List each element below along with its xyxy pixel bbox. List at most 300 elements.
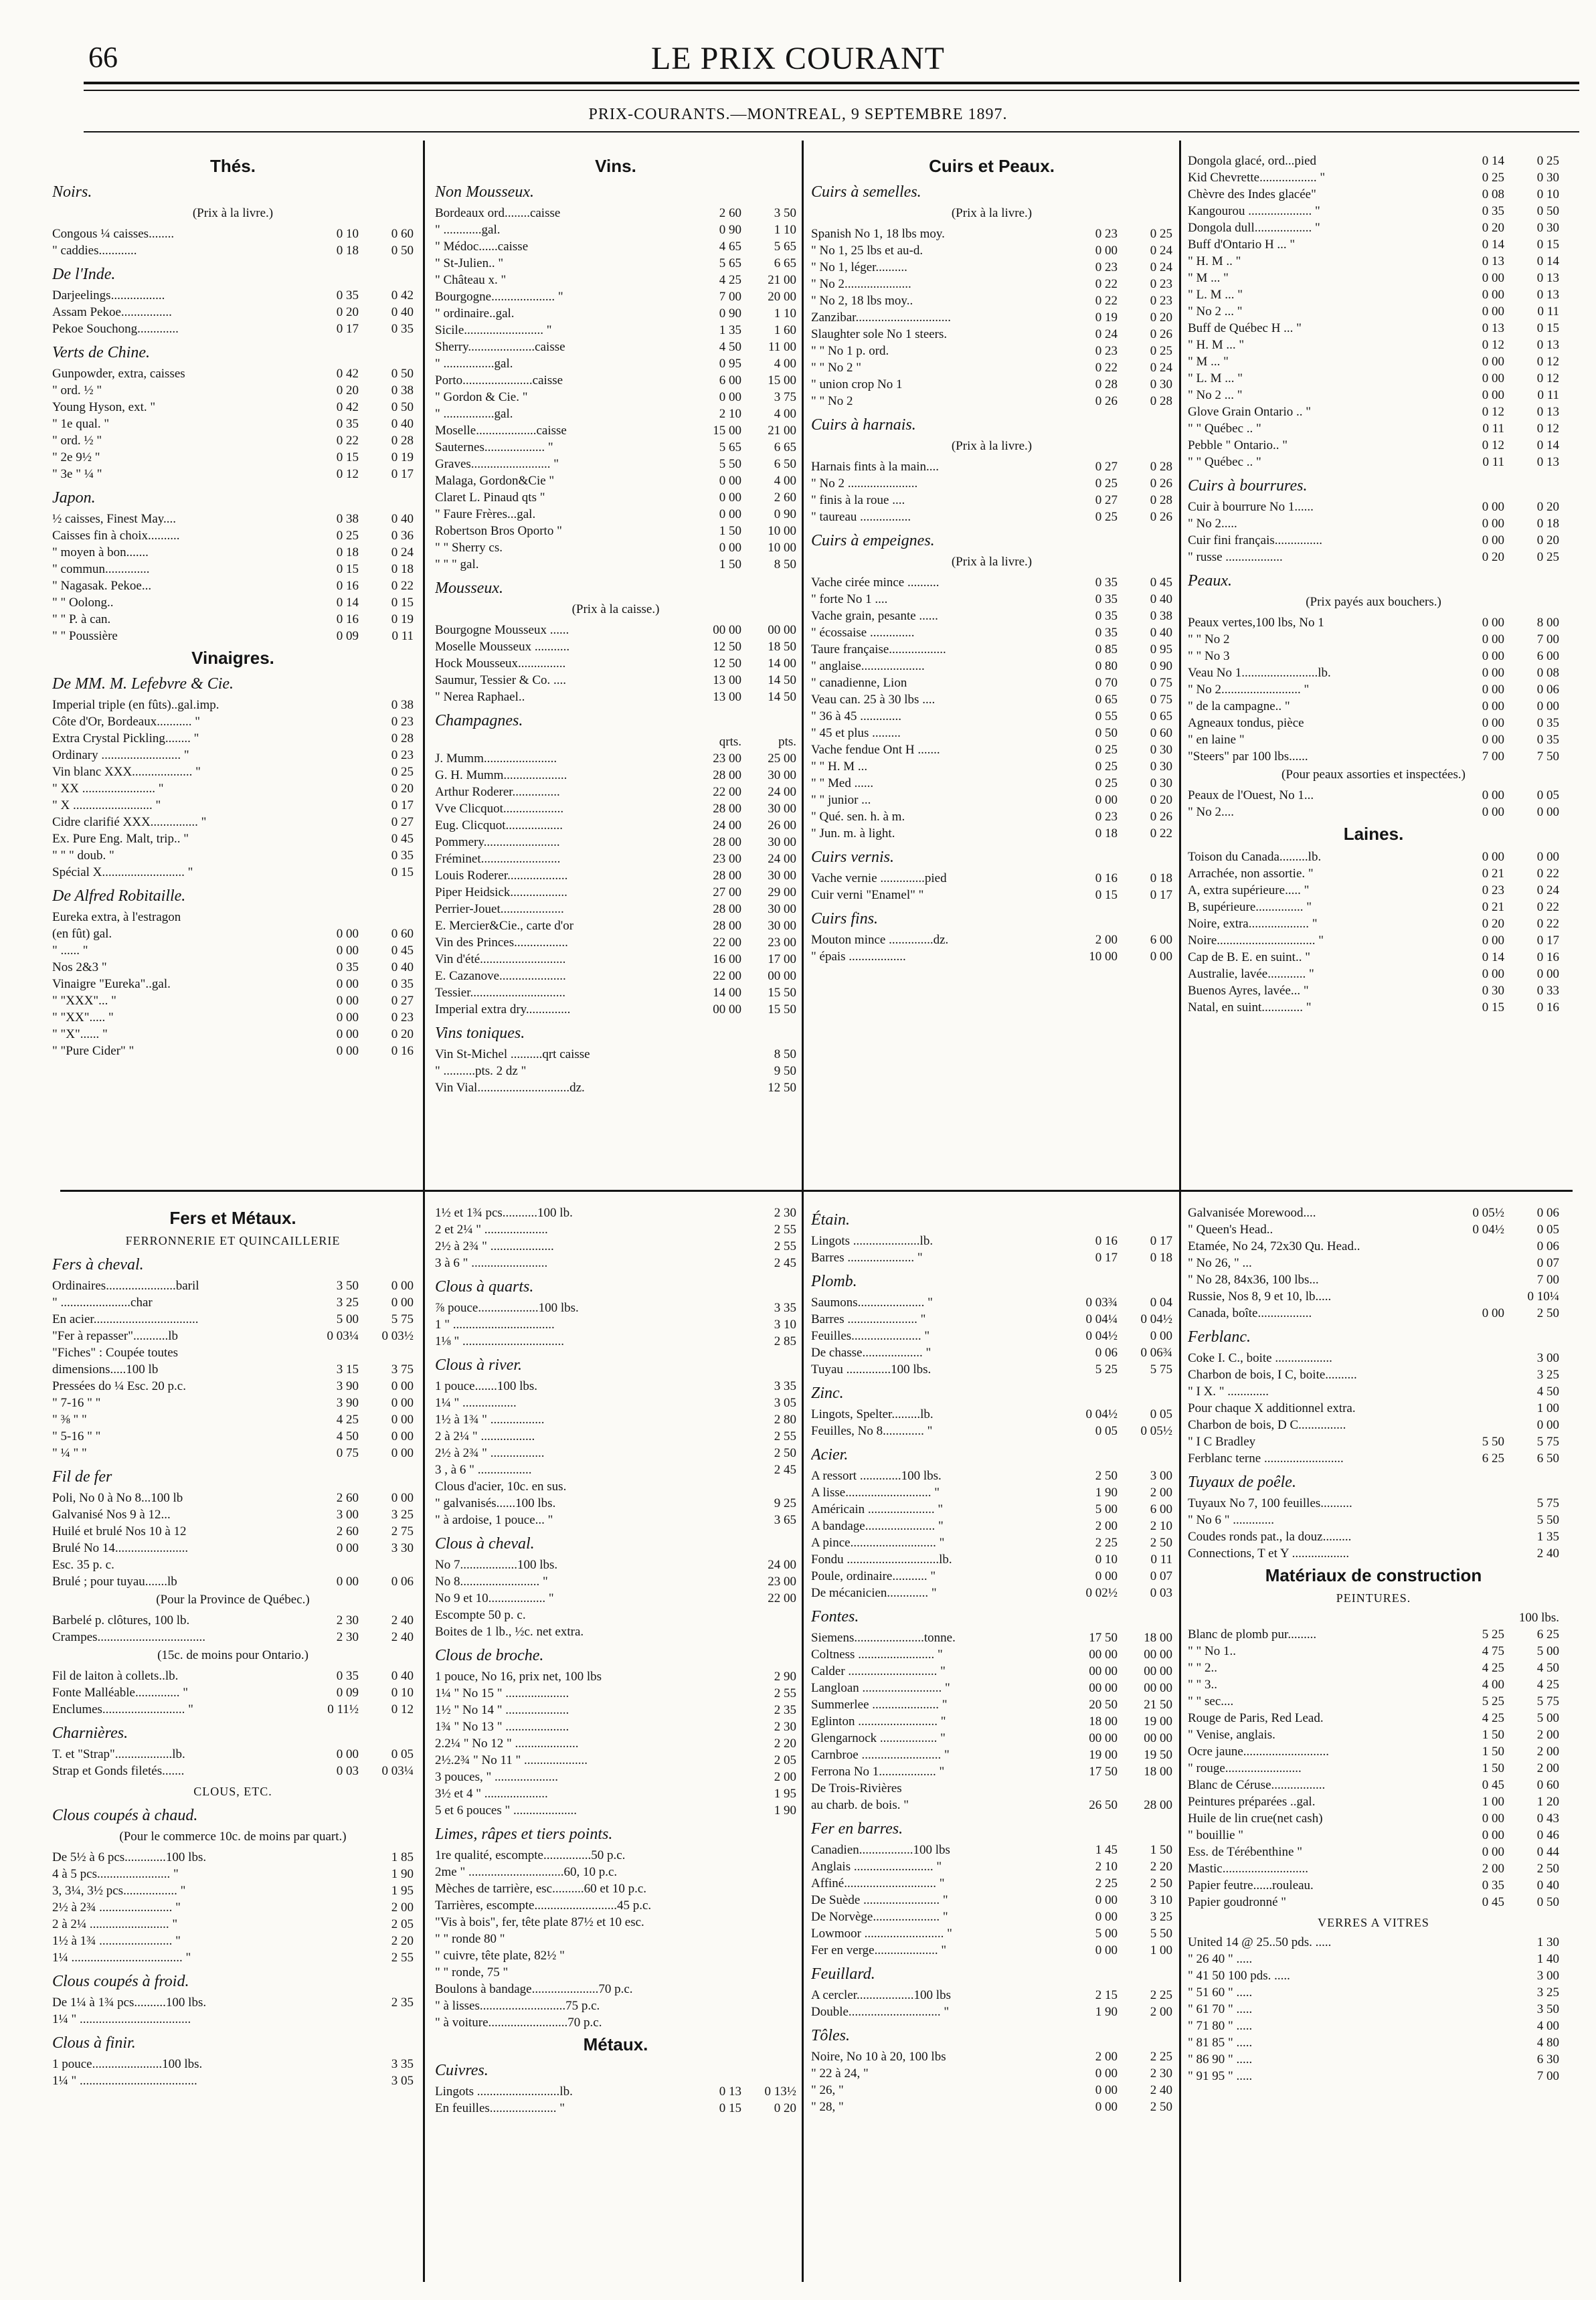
price-row xyxy=(52,382,414,399)
price-row xyxy=(811,1696,1172,1713)
price-high: 0 20 xyxy=(1536,533,1559,547)
price-high: 2 00 xyxy=(1536,1761,1559,1775)
price-low: 9 25 xyxy=(774,1496,796,1510)
price-low: 19 00 xyxy=(1089,1748,1118,1762)
price-high: 0 50 xyxy=(1536,1895,1559,1909)
price-low: 0 00 xyxy=(1095,2083,1118,2097)
price-row xyxy=(1188,1255,1559,1271)
price-low: 0 00 xyxy=(1482,1306,1504,1320)
price-high: 0 10 xyxy=(391,1686,414,1700)
item-label: " 26, " xyxy=(811,2083,844,2097)
item-label: Glengarnock .................. " xyxy=(811,1731,946,1745)
price-row xyxy=(1188,437,1559,454)
item-label: Summerlee ..................... " xyxy=(811,1698,948,1712)
item-label: " No 26, " ... xyxy=(1188,1256,1252,1270)
price-row xyxy=(52,847,414,864)
price-row xyxy=(811,1294,1172,1311)
price-low: 0 11½ xyxy=(327,1702,359,1716)
price-high: 17 00 xyxy=(768,952,796,966)
item-label: Taure française.................. xyxy=(811,642,946,656)
subheading-mousseux: Mousseux. xyxy=(435,580,503,597)
price-row xyxy=(52,466,414,482)
item-label: Charbon de bois, D C............... xyxy=(1188,1418,1346,1432)
price-row xyxy=(52,1916,414,1933)
price-low: 0 06 xyxy=(1536,1239,1559,1253)
price-row xyxy=(52,611,414,628)
price-row xyxy=(435,934,796,951)
item-label: 2½ à 2¾ " .................... xyxy=(435,1239,554,1253)
price-row xyxy=(1188,1643,1559,1660)
price-high: 0 35 xyxy=(1536,733,1559,747)
price-high: 0 40 xyxy=(391,512,414,526)
price-row xyxy=(52,432,414,449)
item-label: " " Oolong.. xyxy=(52,596,114,610)
price-low: 100 lbs. xyxy=(1518,1611,1559,1625)
item-label: Arrachée, non assortie. " xyxy=(1188,867,1314,881)
price-high: 0 50 xyxy=(391,400,414,414)
price-low: 0 30 xyxy=(1482,984,1504,998)
price-low: 0 35 xyxy=(1095,609,1118,623)
item-label: E. Cazanove..................... xyxy=(435,969,566,983)
price-row xyxy=(811,1780,1172,1797)
price-row xyxy=(435,867,796,884)
price-row xyxy=(52,594,414,611)
price-row xyxy=(1188,932,1559,949)
price-low: 0 00 xyxy=(1482,934,1504,948)
price-low: 0 14 xyxy=(1482,154,1504,168)
price-low: 1 85 xyxy=(391,1850,414,1864)
price-high: 0 35 xyxy=(1536,716,1559,730)
price-low: 0 00 xyxy=(1482,371,1504,385)
price-row xyxy=(1188,665,1559,681)
price-low: 0 12 xyxy=(336,467,359,481)
price-row xyxy=(52,959,414,976)
price-row xyxy=(811,574,1172,591)
price-low: 0 10 xyxy=(336,227,359,241)
item-label: " 71 80 " ..... xyxy=(1188,2019,1253,2033)
price-row xyxy=(811,2099,1172,2115)
price-row xyxy=(1188,236,1559,253)
price-low: 1 95 xyxy=(391,1884,414,1898)
item-label: Darjeelings................. xyxy=(52,288,165,302)
price-row xyxy=(435,1316,796,1333)
subheading-cuirs-a-harnais: Cuirs à harnais. xyxy=(811,416,916,434)
section-heading-thes: Thés. xyxy=(210,156,256,176)
item-label: Extra Crystal Pickling........ " xyxy=(52,731,199,745)
price-row xyxy=(1188,2051,1559,2068)
price-high: 2 25 xyxy=(1150,2050,1172,2064)
price-row xyxy=(52,780,414,797)
item-label: " No 2.... xyxy=(1188,805,1234,819)
price-note-pour-peaux-assorties-et-inspectees: (Pour peaux assorties et inspectées.) xyxy=(1281,768,1466,782)
item-label: Vin d'été........................... xyxy=(435,952,566,966)
price-row xyxy=(435,1623,796,1640)
item-label: Harnais fints à la main.... xyxy=(811,460,940,474)
price-low: 0 00 xyxy=(1482,388,1504,402)
price-low: 4 25 xyxy=(1482,1661,1504,1675)
price-high: 0 20 xyxy=(391,1027,414,1041)
item-label: Galvanisé Nos 9 à 12... xyxy=(52,1508,171,1522)
price-row xyxy=(435,1378,796,1395)
price-low: 0 03 xyxy=(336,1764,359,1778)
item-label: Barbelé p. clôtures, 100 lb. xyxy=(52,1613,190,1627)
item-label: " " No 2 xyxy=(811,394,853,408)
price-row xyxy=(1188,1810,1559,1827)
price-high: 2 00 xyxy=(1536,1745,1559,1759)
price-high: 6 00 xyxy=(1536,649,1559,663)
price-row xyxy=(52,730,414,747)
item-label: Malaga, Gordon&Cie " xyxy=(435,474,555,488)
price-row xyxy=(52,2072,414,2089)
price-row xyxy=(1188,169,1559,186)
price-row xyxy=(1188,648,1559,665)
section-heading-materiaux-de-construction: Matériaux de construction xyxy=(1265,1565,1482,1585)
item-label: " " sec.... xyxy=(1188,1694,1234,1708)
price-high: 0 00 xyxy=(1150,1329,1172,1343)
item-label: Siemens......................tonne. xyxy=(811,1631,956,1645)
price-row xyxy=(1188,1305,1559,1322)
price-row xyxy=(435,1735,796,1752)
price-low: 9 50 xyxy=(774,1064,796,1078)
price-row xyxy=(435,1607,796,1623)
item-label xyxy=(1188,1609,1499,1626)
price-high: 0 28 xyxy=(391,434,414,448)
price-low: 0 00 xyxy=(336,977,359,991)
price-low: 0 00 xyxy=(1482,1811,1504,1826)
item-label: " " " doub. " xyxy=(52,849,114,863)
price-low: 0 00 xyxy=(1482,616,1504,630)
price-row xyxy=(435,406,796,422)
price-low: 0 00 xyxy=(1536,1418,1559,1432)
price-high: 5 50 xyxy=(1150,1927,1172,1941)
subheading-feuillard: Feuillard. xyxy=(811,1965,875,1983)
price-low: 2 30 xyxy=(774,1720,796,1734)
item-label: T. et "Strap"..................lb. xyxy=(52,1747,185,1761)
price-low: 3 10 xyxy=(774,1318,796,1332)
item-label: Mèches de tarrière, esc..........60 et 10 p.c. xyxy=(435,1882,647,1896)
item-label: Américain ..................... " xyxy=(811,1502,944,1516)
price-high: 0 00 xyxy=(391,1296,414,1310)
price-row xyxy=(1188,999,1559,1016)
price-high: 0 16 xyxy=(1536,1000,1559,1014)
item-label: " 45 et plus ......... xyxy=(811,726,901,740)
price-low: 28 00 xyxy=(713,902,741,916)
price-low: 0 23 xyxy=(1482,883,1504,897)
price-row xyxy=(435,1300,796,1316)
price-row xyxy=(52,1866,414,1882)
subheading-ferblanc: Ferblanc. xyxy=(1188,1328,1251,1346)
item-label: Young Hyson, ext. " xyxy=(52,400,156,414)
price-row xyxy=(435,638,796,655)
price-row xyxy=(1188,681,1559,698)
item-label: Cap de B. E. en suint.. " xyxy=(1188,950,1310,964)
item-label: Ocre jaune........................... xyxy=(1188,1745,1330,1759)
item-label: " à voiture.........................70 p.c. xyxy=(435,2016,602,2030)
price-row xyxy=(1188,2001,1559,2018)
item-label: Connections, T et Y .................. xyxy=(1188,1546,1350,1561)
price-row xyxy=(52,814,414,830)
item-label: "Fer à repasser"...........lb xyxy=(52,1329,179,1343)
price-low: 28 00 xyxy=(713,802,741,816)
price-high: 0 23 xyxy=(391,1010,414,1025)
price-low: 5 25 xyxy=(1482,1694,1504,1708)
price-row xyxy=(435,984,796,1001)
price-row xyxy=(435,1897,796,1914)
item-label: " en laine " xyxy=(1188,733,1245,747)
item-label: 1re qualité, escompte...............50 p.c. xyxy=(435,1848,626,1862)
price-row xyxy=(811,1361,1172,1378)
item-label: " " " gal. xyxy=(435,557,479,571)
price-row xyxy=(435,1668,796,1685)
price-row xyxy=(1188,1951,1559,1967)
price-row xyxy=(435,1001,796,1018)
price-high: 5 75 xyxy=(1536,1694,1559,1708)
item-label: Saumur, Tessier & Co. .... xyxy=(435,673,566,687)
price-low: 1 30 xyxy=(1536,1935,1559,1949)
price-row xyxy=(52,1378,414,1395)
price-low: 0 16 xyxy=(336,612,359,626)
price-row xyxy=(52,1668,414,1684)
price-row xyxy=(52,830,414,847)
item-label: Zanzibar.............................. xyxy=(811,311,951,325)
price-high: 0 05 xyxy=(1536,788,1559,802)
price-row xyxy=(52,1612,414,1629)
item-label: " 2e 9½ " xyxy=(52,450,100,464)
price-high: 30 00 xyxy=(768,902,796,916)
price-high: 0 00 xyxy=(391,1491,414,1505)
price-row xyxy=(811,1680,1172,1696)
item-label: Fondu .............................lb. xyxy=(811,1553,952,1567)
item-label: Rouge de Paris, Red Lead. xyxy=(1188,1711,1324,1725)
price-low: 4 75 xyxy=(1482,1644,1504,1658)
price-row xyxy=(435,1395,796,1411)
price-low: 0 35 xyxy=(1095,626,1118,640)
price-row xyxy=(1188,1860,1559,1877)
price-high: 0 05 xyxy=(1536,1223,1559,1237)
column-leathers xyxy=(811,153,1172,1176)
price-row xyxy=(811,2082,1172,2099)
price-row xyxy=(52,578,414,594)
price-row xyxy=(811,1328,1172,1344)
price-low: 0 27 xyxy=(391,815,414,829)
item-label: " " P. à can. xyxy=(52,612,111,626)
price-low: 2 45 xyxy=(774,1463,796,1477)
price-low: 0 25 xyxy=(1482,171,1504,185)
item-label: " 1e qual. " xyxy=(52,417,110,431)
price-row xyxy=(435,968,796,984)
price-row xyxy=(435,767,796,784)
item-label: Enclumes.......................... " xyxy=(52,1702,193,1716)
price-low: 4 00 xyxy=(1482,1678,1504,1692)
item-label: " I C Bradley xyxy=(1188,1435,1256,1449)
item-label: 1 pouce......................100 lbs. xyxy=(52,2057,203,2071)
price-low: 0 24 xyxy=(1095,327,1118,341)
column-teas-vinegars xyxy=(52,153,414,1176)
price-row xyxy=(1188,1727,1559,1743)
price-low: 15 00 xyxy=(713,424,741,438)
price-low: 7 00 xyxy=(1536,2069,1559,2083)
price-low: 0 17 xyxy=(391,798,414,812)
price-low: 0 10¼ xyxy=(1527,1290,1559,1304)
price-high: 0 30 xyxy=(1536,221,1559,235)
price-low: 0 00 xyxy=(336,994,359,1008)
price-row xyxy=(811,1568,1172,1585)
price-low: 0 00 xyxy=(1482,850,1504,864)
price-row xyxy=(52,242,414,259)
price-low: 23 00 xyxy=(713,852,741,866)
price-high: 0 23 xyxy=(1150,294,1172,308)
price-row xyxy=(52,909,414,925)
price-low: 0 20 xyxy=(336,305,359,319)
item-label: Dongola glacé, ord...pied xyxy=(1188,154,1317,168)
item-label: Affiné............................. " xyxy=(811,1876,945,1890)
item-label: Sherry.....................caisse xyxy=(435,340,565,354)
item-label: " ⅜ " " xyxy=(52,1413,87,1427)
price-row xyxy=(435,1802,796,1819)
price-high: 0 23 xyxy=(1150,277,1172,291)
price-low: 2 55 xyxy=(774,1223,796,1237)
price-low: 0 15 xyxy=(1095,888,1118,902)
price-high: 0 17 xyxy=(391,467,414,481)
item-label: Slaughter sole No 1 steers. xyxy=(811,327,948,341)
item-label: " ............gal. xyxy=(435,223,501,237)
price-high: 7 50 xyxy=(1536,749,1559,764)
price-row xyxy=(811,1713,1172,1730)
subheading-limes-rapes-et-tiers-points: Limes, râpes et tiers points. xyxy=(435,1826,613,1843)
price-low: 0 23 xyxy=(391,748,414,762)
price-low: 2 55 xyxy=(774,1686,796,1700)
price-low: 13 00 xyxy=(713,690,741,704)
item-label: " " No 2 xyxy=(1188,632,1230,646)
item-label xyxy=(435,733,687,750)
price-low: 8 50 xyxy=(774,1047,796,1061)
item-label: Fil de laiton à collets..lb. xyxy=(52,1669,179,1683)
price-high: 19 50 xyxy=(1144,1748,1172,1762)
price-low: 0 14 xyxy=(336,596,359,610)
price-low: 4 65 xyxy=(719,240,741,254)
item-label: " ¼ " " xyxy=(52,1446,87,1460)
price-low: 1 50 xyxy=(1482,1728,1504,1742)
column-wines xyxy=(435,153,796,1176)
category-caption-clous-etc: CLOUS, ETC. xyxy=(193,1785,272,1798)
price-low: 22 00 xyxy=(713,936,741,950)
item-label: au charb. de bois. " xyxy=(811,1798,909,1812)
price-low: 00 00 xyxy=(1089,1648,1118,1662)
price-low: 5 00 xyxy=(336,1312,359,1326)
price-row xyxy=(1188,303,1559,320)
price-low: 0 35 xyxy=(1482,1878,1504,1892)
price-low: 0 00 xyxy=(1095,2066,1118,2081)
price-high: 8 50 xyxy=(774,557,796,571)
price-low: 2 30 xyxy=(336,1613,359,1627)
item-label: 2me " ..............................60, 10 p.c. xyxy=(435,1865,618,1879)
item-label: Pour chaque X additionnel extra. xyxy=(1188,1401,1356,1415)
item-label: Mastic........................... xyxy=(1188,1862,1308,1876)
price-low: 0 20 xyxy=(1482,917,1504,931)
price-row xyxy=(1188,1545,1559,1562)
price-row xyxy=(52,1849,414,1866)
price-row xyxy=(435,1495,796,1512)
price-row xyxy=(1188,1710,1559,1727)
price-row xyxy=(811,1747,1172,1763)
price-high: 3 10 xyxy=(1150,1893,1172,1907)
price-row xyxy=(52,1933,414,1949)
price-high: 29 00 xyxy=(768,885,796,899)
price-low: 0 13 xyxy=(719,2085,741,2099)
price-low: 0 25 xyxy=(1095,776,1118,790)
price-row xyxy=(811,691,1172,708)
price-row xyxy=(435,2100,796,2117)
price-row xyxy=(811,309,1172,326)
price-row xyxy=(811,591,1172,608)
item-label: " ..........pts. 2 dz " xyxy=(435,1064,527,1078)
section-heading-laines: Laines. xyxy=(1343,824,1404,844)
price-low: 0 00 xyxy=(1482,1845,1504,1859)
price-row xyxy=(1188,1528,1559,1545)
price-row xyxy=(1188,1495,1559,1512)
price-low: 0 23 xyxy=(1095,810,1118,824)
price-high: 6 50 xyxy=(1536,1451,1559,1466)
item-label: " Queen's Head.. xyxy=(1188,1223,1273,1237)
price-high: 0 06 xyxy=(1536,683,1559,697)
item-label: " 36 à 45 ............. xyxy=(811,709,901,723)
price-high: 25 00 xyxy=(768,751,796,766)
price-row xyxy=(52,713,414,730)
price-row xyxy=(1188,1777,1559,1793)
price-high: 0 06 xyxy=(391,1575,414,1589)
item-label: Cidre clarifié XXX............... " xyxy=(52,815,207,829)
price-row xyxy=(435,1063,796,1079)
item-label: " "XXX"... " xyxy=(52,994,116,1008)
price-low: 0 06 xyxy=(1095,1346,1118,1360)
price-row xyxy=(1188,1693,1559,1710)
item-label: No 8......................... " xyxy=(435,1575,548,1589)
category-caption-ferronnerie-et-quincaillerie: FERRONNERIE ET QUINCAILLERIE xyxy=(125,1234,341,1247)
price-row xyxy=(1188,715,1559,731)
price-high: 0 30 xyxy=(1150,760,1172,774)
price-high: 1 20 xyxy=(1536,1795,1559,1809)
price-low: 0 13 xyxy=(1482,254,1504,268)
price-low: 3 15 xyxy=(336,1362,359,1377)
price-high: 2 00 xyxy=(1150,1486,1172,1500)
price-low: 3 00 xyxy=(1536,1969,1559,1983)
price-row xyxy=(811,326,1172,343)
price-high: 4 00 xyxy=(774,357,796,371)
price-note-prix-a-la-livre: (Prix à la livre.) xyxy=(951,555,1033,569)
price-row xyxy=(1188,1366,1559,1383)
item-label: A ressort .............100 lbs. xyxy=(811,1469,942,1483)
price-row xyxy=(1188,1383,1559,1400)
price-low: 24 00 xyxy=(713,818,741,832)
item-label: Ess. de Térébenthine " xyxy=(1188,1845,1302,1859)
section-heading-vinaigres: Vinaigres. xyxy=(191,648,274,668)
price-low: 2 20 xyxy=(774,1737,796,1751)
item-label: " 3e " ¼ " xyxy=(52,467,102,481)
price-low: 0 25 xyxy=(336,529,359,543)
item-label: " ord. ½ " xyxy=(52,434,102,448)
price-low: 2 30 xyxy=(336,1630,359,1644)
price-high: 24 00 xyxy=(768,852,796,866)
subheading-acier: Acier. xyxy=(811,1446,849,1464)
price-row xyxy=(1188,1676,1559,1693)
price-low: 4 50 xyxy=(719,340,741,354)
price-high: 0 65 xyxy=(1150,709,1172,723)
price-row xyxy=(1188,270,1559,286)
price-row xyxy=(435,439,796,456)
item-label: " No 1, léger.......... xyxy=(811,260,907,274)
price-row xyxy=(435,1931,796,1947)
price-low: 5 50 xyxy=(1482,1435,1504,1449)
